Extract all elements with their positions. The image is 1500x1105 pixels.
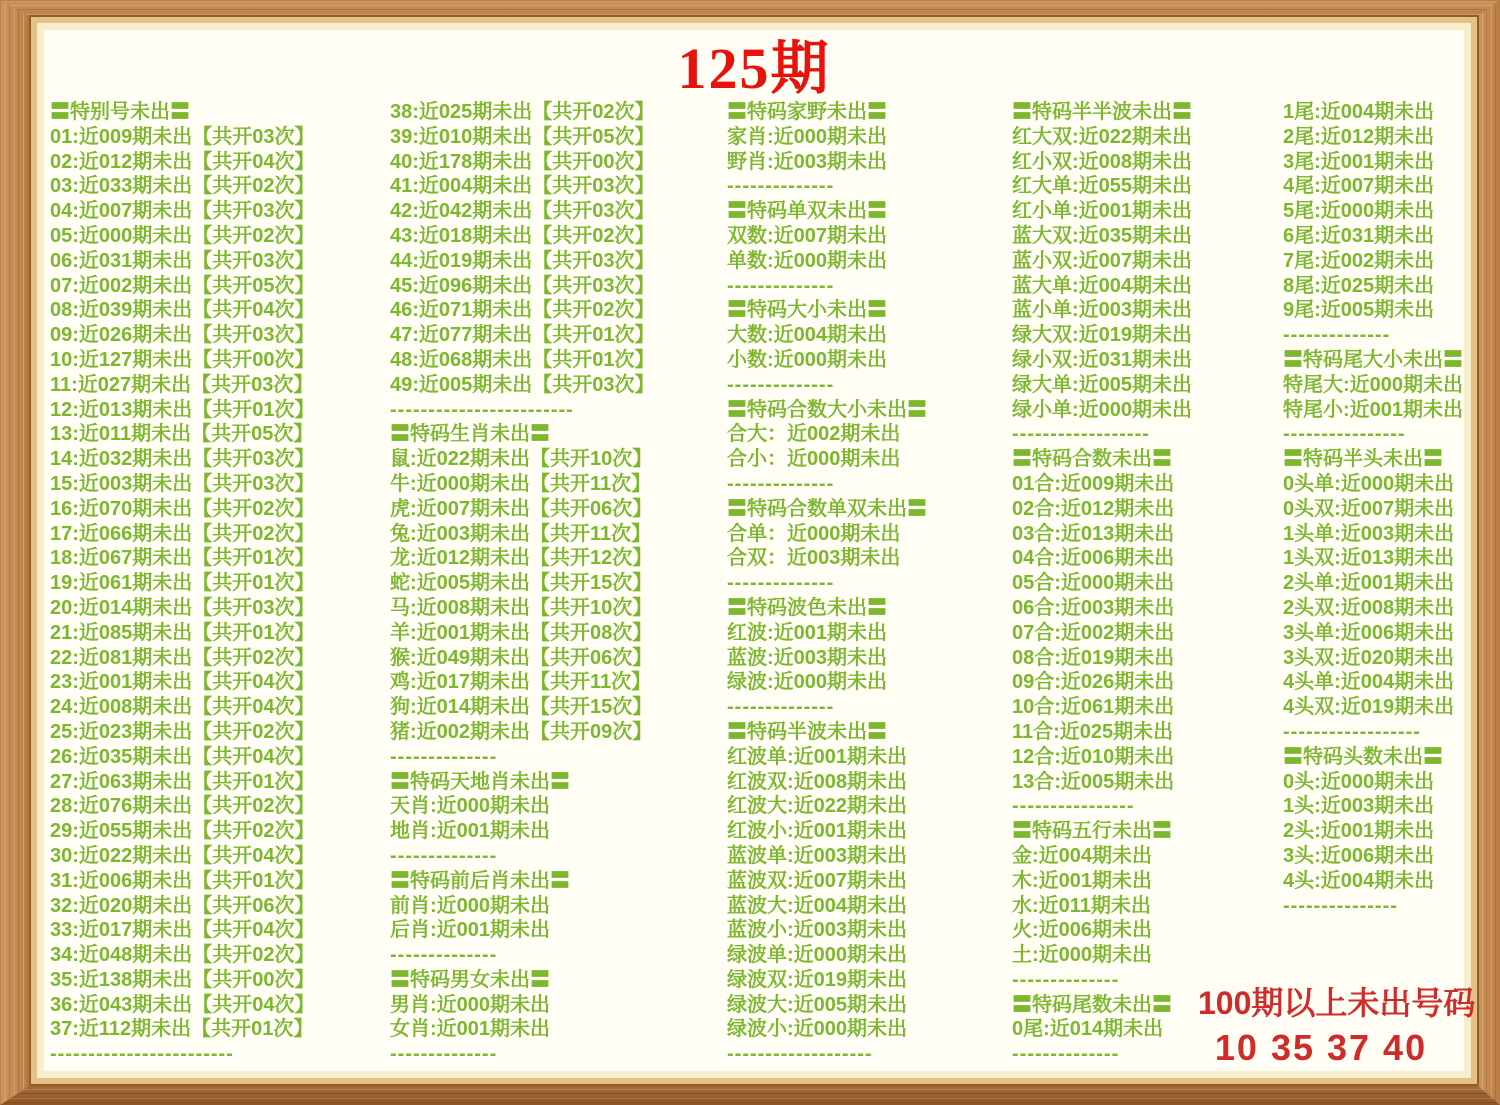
stat-line: 1头:近003期未出 [1283,795,1435,818]
stats-column [727,100,1012,1067]
separator: -------------- [1012,968,1120,991]
separator: -------------- [390,944,498,967]
stat-line: 20:近014期未出【共开03次】 [50,596,315,619]
stat-line: 2头双:近008期未出 [1283,596,1455,619]
stat-line: 红波双:近008期未出 [727,770,908,793]
stat-line: 火:近006期未出 [1012,919,1153,942]
stat-line: 37:近112期未出【共开01次】 [50,1018,314,1041]
stat-line: 6尾:近031期未出 [1283,224,1435,247]
stat-line: 30:近022期未出【共开04次】 [50,844,315,867]
stat-line: 46:近071期未出【共开02次】 [390,299,655,322]
separator: -------------- [727,572,835,595]
stat-line: 49:近005期未出【共开03次】 [390,373,655,396]
stat-line: 19:近061期未出【共开01次】 [50,572,315,595]
section-header: 〓特码头数未出〓 [1283,745,1443,768]
stat-line: 红小双:近008期未出 [1012,150,1193,173]
stat-line: 14:近032期未出【共开03次】 [50,448,315,471]
stat-line: 02合:近012期未出 [1012,497,1175,520]
stat-line: 07:近002期未出【共开05次】 [50,274,315,297]
section-header: 〓特码生肖未出〓 [390,423,550,446]
section-header: 〓特码尾大小未出〓 [1283,348,1463,371]
stat-line: 绿波单:近000期未出 [727,944,908,967]
stat-line: 03:近033期未出【共开02次】 [50,175,315,198]
stat-line: 2尾:近012期未出 [1283,125,1435,148]
separator: -------------- [727,175,835,198]
stat-line: 38:近025期未出【共开02次】 [390,101,655,123]
separator: -------------- [727,373,835,396]
section-header: 〓特码半头未出〓 [1283,448,1443,471]
separator: ------------------ [1012,423,1150,446]
overdue-alert [1198,982,1476,1071]
stat-line: 0尾:近014期未出 [1012,1018,1164,1041]
stat-line: 41:近004期未出【共开03次】 [390,175,655,198]
stat-line: 39:近010期未出【共开05次】 [390,125,655,148]
stat-line: 绿大单:近005期未出 [1012,373,1193,396]
stat-line: 合大：近002期未出 [727,423,901,446]
stat-line: 天肖:近000期未出 [390,795,551,818]
stat-line: 蓝波双:近007期未出 [727,869,908,892]
columns [44,100,1476,1067]
page-title: 125期 [677,36,831,101]
stat-line: 45:近096期未出【共开03次】 [390,274,655,297]
stat-line: 4头单:近004期未出 [1283,671,1455,694]
stat-line: 47:近077期未出【共开01次】 [390,324,655,347]
section-header: 〓特码五行未出〓 [1012,820,1172,843]
stat-line: 09:近026期未出【共开03次】 [50,324,315,347]
stat-line: 36:近043期未出【共开04次】 [50,993,315,1016]
stat-line: 3头:近006期未出 [1283,844,1435,867]
overdue-alert-heading: 100期以上未出号码 [1198,985,1476,1021]
stats-column [50,100,390,1067]
stat-line: 2头:近001期未出 [1283,820,1435,843]
stat-line: 26:近035期未出【共开04次】 [50,745,315,768]
stat-line: 绿大双:近019期未出 [1012,324,1193,347]
wood-frame-left [0,0,31,1105]
stat-line: 43:近018期未出【共开02次】 [390,224,655,247]
stat-line: 05合:近000期未出 [1012,572,1175,595]
separator: ------------------- [727,1043,873,1066]
stat-line: 09合:近026期未出 [1012,671,1175,694]
separator: --------------- [1283,894,1398,917]
stat-line: 06:近031期未出【共开03次】 [50,249,315,272]
stat-line: 24:近008期未出【共开04次】 [50,696,315,719]
wood-frame-right [1477,0,1500,1105]
section-header: 〓特码家野未出〓 [727,101,887,123]
stat-line: 红波小:近001期未出 [727,820,908,843]
section-header: 〓特码单双未出〓 [727,200,887,223]
stat-line: 羊:近001期未出【共开08次】 [390,621,653,644]
stat-line: 04合:近006期未出 [1012,547,1175,570]
stat-line: 27:近063期未出【共开01次】 [50,770,315,793]
stat-line: 兔:近003期未出【共开11次】 [390,522,652,545]
stat-line: 11:近027期未出【共开03次】 [50,373,314,396]
stat-line: 1尾:近004期未出 [1283,101,1435,123]
section-header: 〓特码波色未出〓 [727,596,887,619]
stat-line: 水:近011期未出 [1012,894,1151,917]
stat-line: 蓝波小:近003期未出 [727,919,908,942]
stat-line: 0头双:近007期未出 [1283,497,1455,520]
stat-line: 猪:近002期未出【共开09次】 [390,720,653,743]
section-header: 〓特码男女未出〓 [390,968,550,991]
stat-line: 12合:近010期未出 [1012,745,1175,768]
stat-line: 31:近006期未出【共开01次】 [50,869,315,892]
stat-line: 蓝波:近003期未出 [727,646,888,669]
stat-line: 鸡:近017期未出【共开11次】 [390,671,652,694]
separator: -------------- [727,696,835,719]
stat-line: 男肖:近000期未出 [390,993,551,1016]
stat-line: 牛:近000期未出【共开11次】 [390,472,652,495]
stat-line: 红波单:近001期未出 [727,745,908,768]
stat-line: 42:近042期未出【共开03次】 [390,200,655,223]
stat-line: 03合:近013期未出 [1012,522,1175,545]
stat-line: 4头:近004期未出 [1283,869,1435,892]
stat-line: 17:近066期未出【共开02次】 [50,522,315,545]
stat-line: 蓝大单:近004期未出 [1012,274,1193,297]
stat-line: 鼠:近022期未出【共开10次】 [390,448,653,471]
stat-line: 02:近012期未出【共开04次】 [50,150,315,173]
separator: ---------------- [1283,423,1406,446]
stat-line: 红小单:近001期未出 [1012,200,1193,223]
stat-line: 08:近039期未出【共开04次】 [50,299,315,322]
stat-line: 1头双:近013期未出 [1283,547,1455,570]
stat-line: 合双：近003期未出 [727,547,901,570]
section-header: 〓特码尾数未出〓 [1012,993,1172,1016]
stat-line: 01:近009期未出【共开03次】 [50,125,315,148]
stat-line: 红波大:近022期未出 [727,795,908,818]
stat-line: 家肖:近000期未出 [727,125,888,148]
separator: ------------------------ [390,398,574,421]
stat-line: 野肖:近003期未出 [727,150,888,173]
stat-line: 40:近178期未出【共开00次】 [390,150,655,173]
stat-line: 01合:近009期未出 [1012,472,1175,495]
stat-line: 3尾:近001期未出 [1283,150,1435,173]
stat-line: 虎:近007期未出【共开06次】 [390,497,653,520]
separator: -------------- [390,745,498,768]
separator: -------------- [390,844,498,867]
stat-line: 21:近085期未出【共开01次】 [50,621,315,644]
stat-line: 0头单:近000期未出 [1283,472,1455,495]
stat-line: 绿波:近000期未出 [727,671,888,694]
stat-line: 07合:近002期未出 [1012,621,1175,644]
section-header: 〓特码半半波未出〓 [1012,101,1192,123]
stat-line: 马:近008期未出【共开10次】 [390,596,653,619]
stat-line: 29:近055期未出【共开02次】 [50,820,315,843]
stat-line: 7尾:近002期未出 [1283,249,1435,272]
section-header: 〓特别号未出〓 [50,101,190,123]
stat-line: 特尾大:近000期未出 [1283,373,1464,396]
section-header: 〓特码天地肖未出〓 [390,770,570,793]
stat-line: 33:近017期未出【共开04次】 [50,919,315,942]
stat-line: 红大单:近055期未出 [1012,175,1193,198]
stat-line: 蓝波大:近004期未出 [727,894,908,917]
stat-line: 4头双:近019期未出 [1283,696,1455,719]
stat-line: 蓝小单:近003期未出 [1012,299,1193,322]
separator: -------------- [390,1043,498,1066]
stat-line: 合小：近000期未出 [727,448,901,471]
stat-line: 木:近001期未出 [1012,869,1153,892]
stat-line: 8尾:近025期未出 [1283,274,1435,297]
stat-line: 单数:近000期未出 [727,249,888,272]
stats-column [1283,100,1464,1067]
separator: -------------- [1012,1043,1120,1066]
stat-line: 小数:近000期未出 [727,348,888,371]
stat-line: 女肖:近001期未出 [390,1018,551,1041]
stat-line: 0头:近000期未出 [1283,770,1435,793]
stat-line: 双数:近007期未出 [727,224,888,247]
stat-line: 25:近023期未出【共开02次】 [50,720,315,743]
stat-line: 绿波双:近019期未出 [727,968,908,991]
stat-line: 06合:近003期未出 [1012,596,1175,619]
separator: ------------------ [1283,720,1421,743]
stat-line: 3头单:近006期未出 [1283,621,1455,644]
stat-line: 大数:近004期未出 [727,324,888,347]
stat-line: 特尾小:近001期未出 [1283,398,1464,421]
stat-line: 10:近127期未出【共开00次】 [50,348,315,371]
stat-line: 蓝小双:近007期未出 [1012,249,1193,272]
stat-line: 蓝波单:近003期未出 [727,844,908,867]
stat-line: 龙:近012期未出【共开12次】 [390,547,653,570]
section-header: 〓特码合数未出〓 [1012,448,1172,471]
stat-line: 绿波大:近005期未出 [727,993,908,1016]
stat-line: 3头双:近020期未出 [1283,646,1455,669]
stat-line: 9尾:近005期未出 [1283,299,1435,322]
stat-line: 绿波小:近000期未出 [727,1018,908,1041]
separator: ---------------- [1012,795,1135,818]
stats-column [390,100,727,1067]
stat-line: 23:近001期未出【共开04次】 [50,671,315,694]
stat-line: 2头单:近001期未出 [1283,572,1455,595]
separator: -------------- [1283,324,1391,347]
stat-line: 48:近068期未出【共开01次】 [390,348,655,371]
section-header: 〓特码合数大小未出〓 [727,398,927,421]
stat-line: 44:近019期未出【共开03次】 [390,249,655,272]
stats-sheet [44,30,1476,1071]
stat-line: 10合:近061期未出 [1012,696,1175,719]
stat-line: 金:近004期未出 [1012,844,1153,867]
section-header: 〓特码半波未出〓 [727,720,887,743]
section-header: 〓特码合数单双未出〓 [727,497,927,520]
stat-line: 32:近020期未出【共开06次】 [50,894,315,917]
stat-line: 5尾:近000期未出 [1283,200,1435,223]
stat-line: 蛇:近005期未出【共开15次】 [390,572,653,595]
stat-line: 35:近138期未出【共开00次】 [50,968,315,991]
stat-line: 猴:近049期未出【共开06次】 [390,646,653,669]
stat-line: 08合:近019期未出 [1012,646,1175,669]
stat-line: 地肖:近001期未出 [390,820,551,843]
overdue-alert-numbers: 10 35 37 40 [1214,1027,1428,1068]
stat-line: 土:近000期未出 [1012,944,1153,967]
stat-line: 16:近070期未出【共开02次】 [50,497,315,520]
stat-line: 12:近013期未出【共开01次】 [50,398,315,421]
stat-line: 绿小双:近031期未出 [1012,348,1193,371]
section-header: 〓特码大小未出〓 [727,299,887,322]
stat-line: 红大双:近022期未出 [1012,125,1193,148]
stat-line: 22:近081期未出【共开02次】 [50,646,315,669]
section-header: 〓特码前后肖未出〓 [390,869,570,892]
stat-line: 绿小单:近000期未出 [1012,398,1193,421]
stat-line: 28:近076期未出【共开02次】 [50,795,315,818]
stat-line: 狗:近014期未出【共开15次】 [390,696,653,719]
stat-line: 合单：近000期未出 [727,522,901,545]
stat-line: 15:近003期未出【共开03次】 [50,472,315,495]
stat-line: 34:近048期未出【共开02次】 [50,944,315,967]
stat-line: 11合:近025期未出 [1012,720,1174,743]
stats-column [1012,100,1283,1067]
stat-line: 04:近007期未出【共开03次】 [50,200,315,223]
stat-line: 4尾:近007期未出 [1283,175,1435,198]
wood-frame-top [0,0,1500,17]
separator: -------------- [727,472,835,495]
wood-frame-bottom [0,1084,1500,1105]
separator: -------------- [727,274,835,297]
stat-line: 后肖:近001期未出 [390,919,551,942]
stat-line: 前肖:近000期未出 [390,894,551,917]
stat-line: 13合:近005期未出 [1012,770,1175,793]
stat-line: 红波:近001期未出 [727,621,888,644]
stat-line: 13:近011期未出【共开05次】 [50,423,314,446]
stat-line: 蓝大双:近035期未出 [1012,224,1193,247]
stat-line: 05:近000期未出【共开02次】 [50,224,315,247]
separator: ------------------------ [50,1043,234,1066]
stat-line: 1头单:近003期未出 [1283,522,1455,545]
stat-line: 18:近067期未出【共开01次】 [50,547,315,570]
